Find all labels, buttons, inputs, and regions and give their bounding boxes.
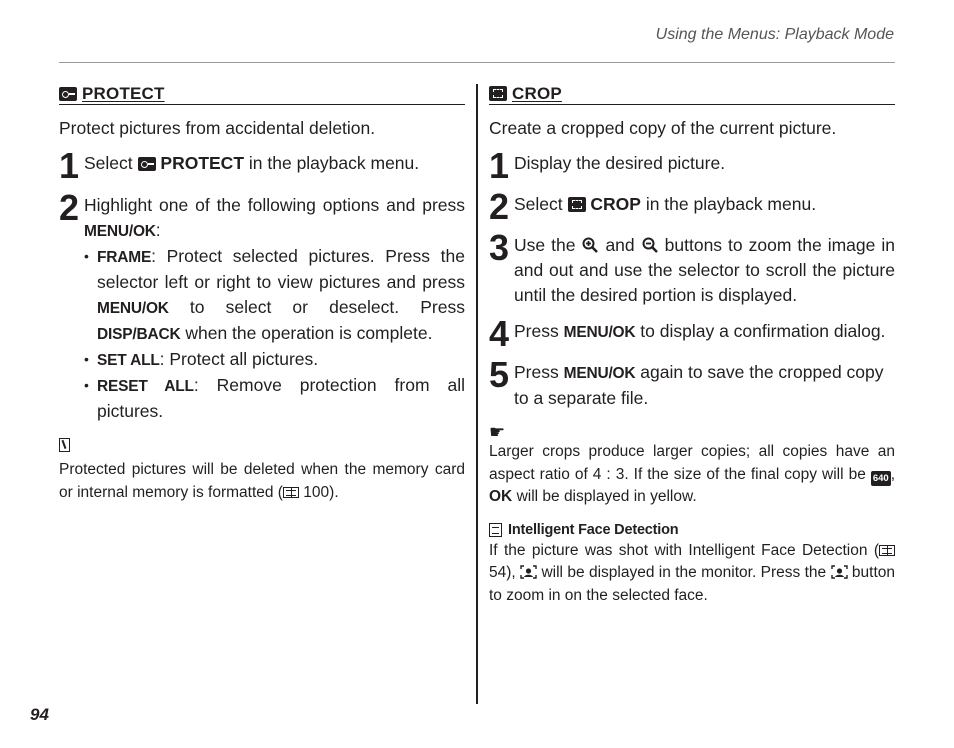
step-text-part: Use the xyxy=(514,235,576,255)
step-text-part: to display a confirmation dialog. xyxy=(640,321,886,341)
crop-intro: Create a cropped copy of the current picture. xyxy=(489,118,837,138)
step-text-part: Select xyxy=(84,153,133,173)
step-text xyxy=(514,192,816,222)
column-divider xyxy=(476,84,478,704)
step-number: 2 xyxy=(59,187,80,228)
pointing-hand-icon: ☛ xyxy=(489,422,506,442)
option-name: SET ALL xyxy=(97,352,160,369)
crop-note xyxy=(489,441,895,509)
key-icon xyxy=(138,157,156,171)
note-text-part: , xyxy=(890,465,896,483)
crop-step-5 xyxy=(489,354,895,411)
list-item xyxy=(84,347,465,373)
crop-step-2 xyxy=(489,186,895,227)
tip-title: Intelligent Face Detection xyxy=(508,521,679,538)
crop-step-3 xyxy=(489,227,895,308)
size-640-icon: 640 xyxy=(872,472,889,484)
zoom-out-icon xyxy=(641,236,659,254)
button-name: MENU/OK xyxy=(563,324,636,341)
step-number: 1 xyxy=(59,145,80,186)
step-text xyxy=(514,233,895,308)
step-text xyxy=(514,319,885,349)
protect-step-1 xyxy=(59,145,465,186)
list-item xyxy=(84,244,465,347)
protect-intro: Protect pictures from accidental deletion. xyxy=(59,118,376,138)
option-name: FRAME xyxy=(97,249,152,266)
step-text xyxy=(84,151,419,181)
note-text-part: ). xyxy=(329,483,339,501)
step-number: 5 xyxy=(489,354,510,395)
zoom-in-icon xyxy=(581,236,599,254)
crop-title: CROP xyxy=(512,83,562,103)
step-text-part: and xyxy=(605,235,635,255)
page-reference: 100 xyxy=(303,483,330,501)
step-number: 2 xyxy=(489,186,510,227)
tip-text-part: ), xyxy=(506,564,516,581)
step-text-part: Select xyxy=(514,194,563,214)
face-detection-icon xyxy=(831,565,848,579)
option-list xyxy=(84,244,465,424)
step-text-part: buttons to zoom the image in and out and use the selector to scroll the picture until the desired portion is displayed. xyxy=(514,235,895,305)
option-text: : Remove protection from all pictures. xyxy=(97,375,465,421)
protect-section xyxy=(59,84,465,504)
step-number: 3 xyxy=(489,227,510,268)
option-text: to select or deselect. Press xyxy=(189,297,465,317)
step-text xyxy=(514,360,895,411)
step-text-part: Press xyxy=(514,321,559,341)
option-text: : Protect selected pictures. Press the selector left or right to view pictures and press xyxy=(97,246,465,292)
tip-text-part: will be displayed in the monitor. Press the xyxy=(541,564,827,581)
caution-heading xyxy=(59,438,465,456)
ok-label: OK xyxy=(489,488,513,505)
step-text-part: Press xyxy=(514,362,559,382)
protect-title: PROTECT xyxy=(82,83,165,103)
tip-text-part: If the picture was shot with Intelligent Face Detection ( xyxy=(489,541,879,559)
list-item xyxy=(84,373,465,424)
note-heading xyxy=(489,423,895,441)
header-rule xyxy=(59,62,895,63)
note-text-part: Protected pictures will be deleted when the memory card or internal memory is formatted ( xyxy=(59,461,465,501)
caution-flag-icon xyxy=(59,438,70,452)
crop-heading xyxy=(489,84,895,105)
menu-item-name: CROP xyxy=(590,194,641,214)
note-text-part: will be displayed in yellow. xyxy=(516,488,697,505)
step-text: Display the desired picture. xyxy=(514,153,726,173)
crop-step-4 xyxy=(489,313,895,354)
memo-icon xyxy=(489,523,502,537)
book-icon xyxy=(879,545,895,556)
running-header: Using the Menus: Playback Mode xyxy=(655,26,894,43)
crop-step-1 xyxy=(489,145,895,186)
crop-icon xyxy=(568,197,586,212)
button-name: DISP/BACK xyxy=(97,326,181,343)
step-text xyxy=(84,193,465,244)
crop-section xyxy=(489,84,895,607)
step-text-part: in the playback menu. xyxy=(645,194,817,214)
button-name: MENU/OK xyxy=(97,300,169,317)
tip-heading xyxy=(489,522,895,538)
button-name: MENU/OK xyxy=(84,223,156,240)
menu-item-name: PROTECT xyxy=(160,153,245,173)
option-name: RESET ALL xyxy=(97,378,194,395)
step-text-part: : xyxy=(155,220,161,240)
book-icon xyxy=(283,487,299,498)
step-text-part: in the playback menu. xyxy=(248,153,420,173)
option-text: when the operation is complete. xyxy=(185,323,433,343)
tip-text xyxy=(489,540,895,608)
crop-icon xyxy=(489,86,507,101)
step-body xyxy=(84,193,465,424)
protect-heading xyxy=(59,84,465,105)
face-detection-icon xyxy=(520,565,537,579)
page-reference: 54 xyxy=(489,564,507,581)
step-number: 1 xyxy=(489,145,510,186)
protect-step-2 xyxy=(59,187,465,424)
button-name: MENU/OK xyxy=(563,365,636,382)
step-text-part: again to save the cropped copy to a separate file. xyxy=(514,362,884,408)
option-text: : Protect all pictures. xyxy=(159,349,319,369)
protect-note xyxy=(59,459,465,504)
note-text-part: Larger crops produce larger copies; all copies have an aspect ratio of 4 : 3. If the size of the final copy will be xyxy=(489,443,895,483)
tip-text-part: button to zoom in on the selected face. xyxy=(489,564,896,604)
step-number: 4 xyxy=(489,313,510,354)
key-icon xyxy=(59,87,77,101)
page-number: 94 xyxy=(30,705,49,724)
step-text-part: Highlight one of the following options and press xyxy=(84,195,465,215)
